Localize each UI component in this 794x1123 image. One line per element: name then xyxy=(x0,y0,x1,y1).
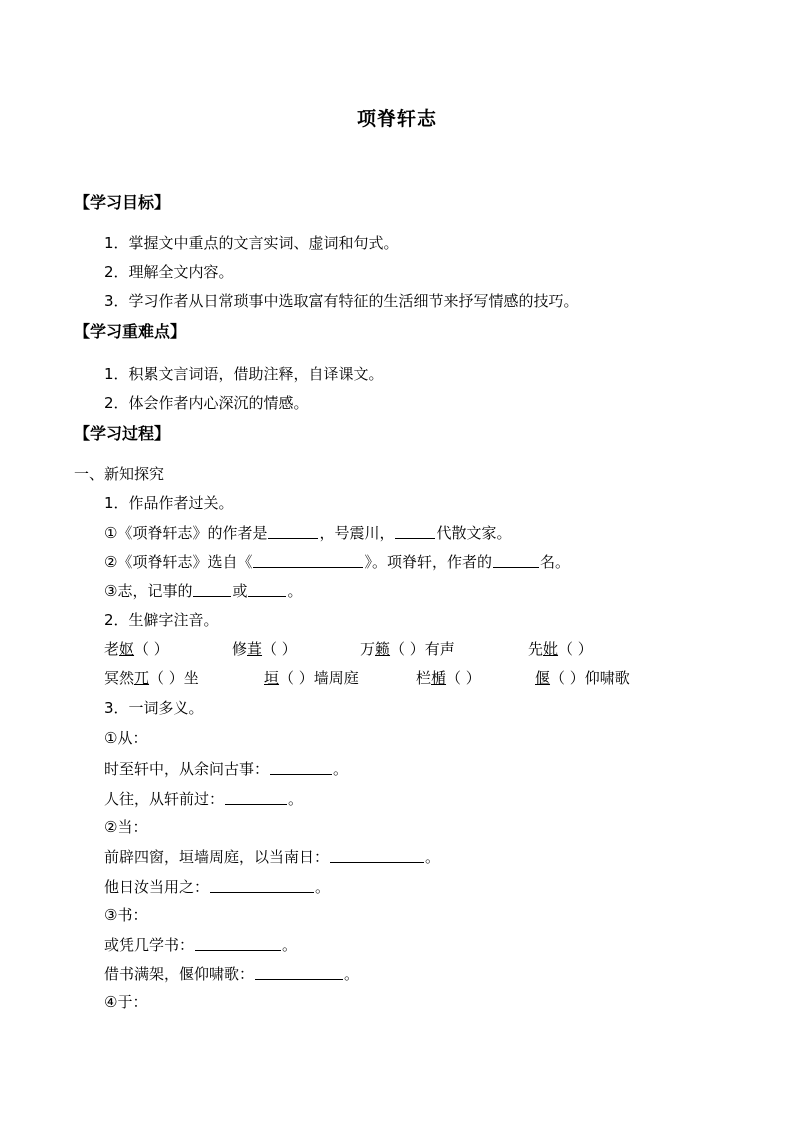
section-heading-key-points: 【学习重难点】 xyxy=(74,322,187,341)
period: 。 xyxy=(344,965,360,983)
section-heading-goals: 【学习目标】 xyxy=(74,193,171,212)
answer-blank[interactable] xyxy=(195,934,281,951)
pinyin-item xyxy=(535,668,630,688)
goal-item: 2．理解全文内容。 xyxy=(104,263,234,281)
fill-in-text: 。 xyxy=(287,582,303,600)
fill-in-line xyxy=(104,551,570,572)
polysemy-head: ①从： xyxy=(104,729,148,747)
polysemy-sentence: 人往，从轩前过： xyxy=(104,790,225,808)
fill-in-text: ①《项脊轩志》的作者是 xyxy=(104,524,268,542)
question-label: 3．一词多义。 xyxy=(104,699,204,717)
pinyin-item xyxy=(232,639,297,659)
answer-blank[interactable] xyxy=(268,522,318,539)
answer-blank[interactable] xyxy=(255,963,343,980)
target-char: 葺 xyxy=(247,640,263,658)
answer-blank[interactable] xyxy=(253,551,363,568)
answer-blank[interactable] xyxy=(330,846,424,863)
target-char: 偃 xyxy=(535,669,551,687)
polysemy-line xyxy=(104,846,440,867)
fill-in-line xyxy=(104,522,511,543)
target-char: 籁 xyxy=(375,640,391,658)
answer-blank[interactable] xyxy=(493,551,539,568)
fill-in-text: 代散文家。 xyxy=(436,524,512,542)
pinyin-blank: （ ） xyxy=(134,640,169,658)
pinyin-blank: （ ）有声 xyxy=(390,640,455,658)
pinyin-text: 先 xyxy=(528,640,544,658)
polysemy-head: ②当： xyxy=(104,818,148,836)
section-heading-process: 【学习过程】 xyxy=(74,424,171,443)
question-label: 2．生僻字注音。 xyxy=(104,611,219,629)
fill-in-text: 》。项脊轩，作者的 xyxy=(364,553,492,571)
pinyin-blank: （ ） xyxy=(558,640,593,658)
pinyin-item xyxy=(360,639,455,659)
polysemy-sentence: 借书满架，偃仰啸歌： xyxy=(104,965,255,983)
period: 。 xyxy=(425,848,441,866)
pinyin-blank: （ ）墙周庭 xyxy=(279,669,359,687)
goal-item: 1．掌握文中重点的文言实词、虚词和句式。 xyxy=(104,234,399,252)
page-title: 项脊轩志 xyxy=(356,108,437,130)
pinyin-item xyxy=(528,639,593,659)
pinyin-text: 万 xyxy=(360,640,376,658)
target-char: 兀 xyxy=(134,669,150,687)
fill-in-text: 名。 xyxy=(539,553,570,571)
period: 。 xyxy=(288,790,304,808)
fill-in-line xyxy=(104,580,302,601)
period: 。 xyxy=(282,936,298,954)
answer-blank[interactable] xyxy=(270,758,332,775)
pinyin-text: 老 xyxy=(104,640,120,658)
fill-in-text: 或 xyxy=(232,582,248,600)
pinyin-blank: （ ）坐 xyxy=(149,669,199,687)
pinyin-blank: （ ）仰啸歌 xyxy=(550,669,630,687)
polysemy-line xyxy=(104,788,303,809)
target-char: 垣 xyxy=(264,669,280,687)
pinyin-blank: （ ） xyxy=(446,669,481,687)
fill-in-text: ③志，记事的 xyxy=(104,582,193,600)
period: 。 xyxy=(333,760,349,778)
pinyin-item xyxy=(264,668,359,688)
polysemy-sentence: 前辟四窗，垣墙周庭，以当南日： xyxy=(104,848,330,866)
polysemy-head: ③书： xyxy=(104,906,148,924)
fill-in-text: ，号震川， xyxy=(319,524,395,542)
polysemy-head: ④于： xyxy=(104,993,148,1011)
polysemy-line xyxy=(104,963,359,984)
polysemy-sentence: 时至轩中，从余问古事： xyxy=(104,760,270,778)
polysemy-sentence: 或凭几学书： xyxy=(104,936,195,954)
pinyin-blank: （ ） xyxy=(262,640,297,658)
pinyin-text: 栏 xyxy=(416,669,432,687)
answer-blank[interactable] xyxy=(210,876,314,893)
pinyin-item xyxy=(104,639,169,659)
target-char: 妪 xyxy=(119,640,135,658)
part-heading: 一、新知探究 xyxy=(74,465,165,483)
answer-blank[interactable] xyxy=(225,788,287,805)
goal-item: 3．学习作者从日常琐事中选取富有特征的生活细节来抒写情感的技巧。 xyxy=(104,292,579,310)
polysemy-line xyxy=(104,758,348,779)
pinyin-text: 修 xyxy=(232,640,248,658)
question-label: 1．作品作者过关。 xyxy=(104,494,234,512)
answer-blank[interactable] xyxy=(395,522,435,539)
fill-in-text: ②《项脊轩志》选自《 xyxy=(104,553,253,571)
polysemy-line xyxy=(104,934,297,955)
target-char: 妣 xyxy=(543,640,559,658)
key-point-item: 2．体会作者内心深沉的情感。 xyxy=(104,394,309,412)
polysemy-sentence: 他日汝当用之： xyxy=(104,878,210,896)
pinyin-item xyxy=(416,668,481,688)
answer-blank[interactable] xyxy=(248,580,286,597)
key-point-item: 1．积累文言词语，借助注释，自译课文。 xyxy=(104,365,384,383)
answer-blank[interactable] xyxy=(193,580,231,597)
pinyin-text: 冥然 xyxy=(104,669,135,687)
pinyin-item xyxy=(104,668,199,688)
target-char: 楯 xyxy=(431,669,447,687)
polysemy-line xyxy=(104,876,330,897)
period: 。 xyxy=(315,878,331,896)
